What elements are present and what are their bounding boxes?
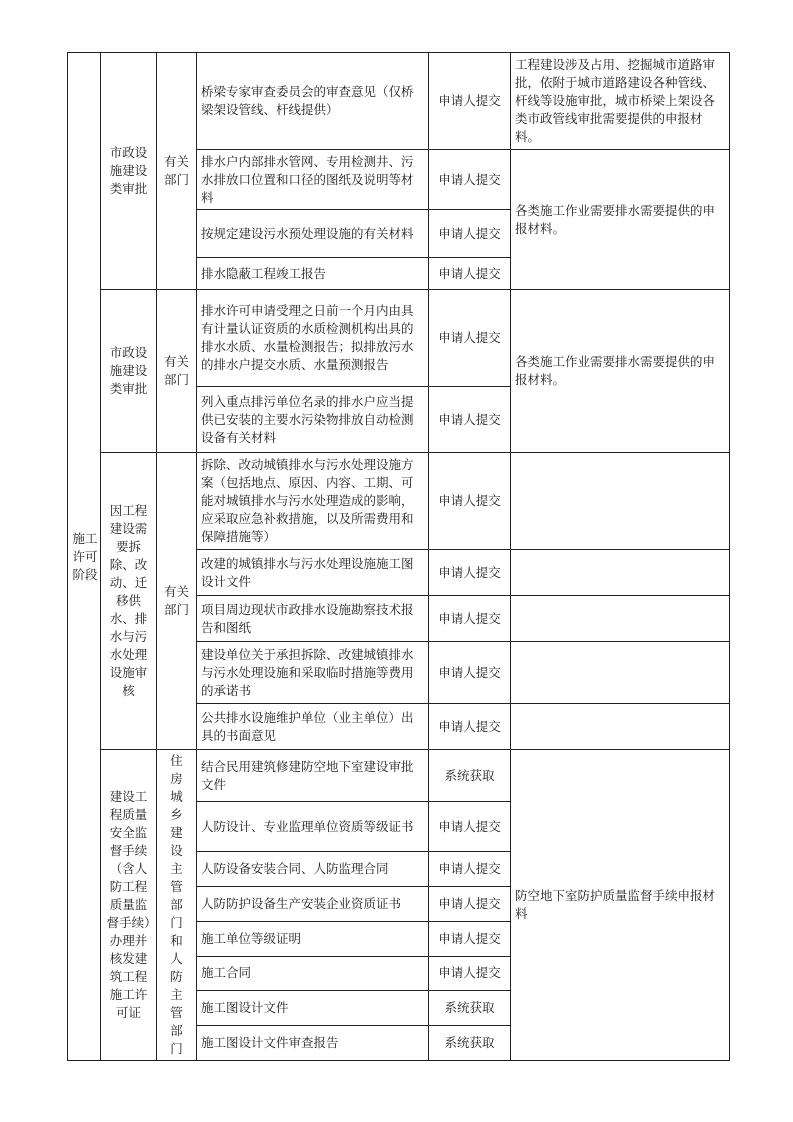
material-cell: 人防设计、专业监理单位资质等级证书 [197, 802, 429, 852]
material-cell: 公共排水设施维护单位（业主单位）出具的书面意见 [197, 704, 429, 750]
source-cell: 申请人提交 [429, 956, 511, 991]
source-cell: 申请人提交 [429, 290, 511, 387]
material-cell: 拆除、改动城镇排水与污水处理设施方案（包括地点、原因、内容、工期、可能对城镇排水与污水处理造成的影响，应采取应急补救措施，以及所需费用和保障措施等） [197, 453, 429, 550]
material-cell: 桥梁专家审查委员会的审查意见（仅桥梁架设管线、杆线提供） [197, 53, 429, 150]
source-cell: 申请人提交 [429, 642, 511, 704]
dept-cell [157, 290, 197, 453]
material-cell: 人防防护设备生产安装企业资质证书 [197, 887, 429, 922]
source-cell: 申请人提交 [429, 53, 511, 150]
note-cell [511, 550, 730, 596]
dept-cell [157, 750, 197, 1061]
source-cell: 申请人提交 [429, 258, 511, 290]
table-row [68, 750, 730, 802]
material-cell: 结合民用建筑修建防空地下室建设审批文件 [197, 750, 429, 802]
dept-cell [157, 53, 197, 290]
note-cell: 防空地下室防护质量监督手续申报材料 [511, 750, 730, 1061]
dept-label: 有关部门 [163, 154, 189, 187]
table-row [68, 453, 730, 550]
dept-label: 有关部门 [163, 354, 189, 387]
item-label: 市政设施建设类审批 [109, 345, 148, 396]
item-cell [101, 290, 157, 453]
source-cell: 系统获取 [429, 750, 511, 802]
item-label: 建设工程质量安全监督手续（含人防工程质量监督手续）办理并核发建筑工程施工许可证 [106, 789, 151, 1020]
item-cell [101, 750, 157, 1061]
material-cell: 按规定建设污水预处理设施的有关材料 [197, 210, 429, 258]
material-cell: 排水隐蔽工程竣工报告 [197, 258, 429, 290]
dept-label: 有关部门 [163, 584, 189, 617]
source-cell: 申请人提交 [429, 550, 511, 596]
material-cell: 人防设备安装合同、人防监理合同 [197, 852, 429, 887]
source-cell: 申请人提交 [429, 453, 511, 550]
dept-label: 住房城乡建设主管部门和人防主管部门 [170, 753, 183, 1056]
material-cell: 建设单位关于承担拆除、改建城镇排水与污水处理设施和采取临时措施等费用的承诺书 [197, 642, 429, 704]
table-row [68, 290, 730, 387]
source-cell: 系统获取 [429, 991, 511, 1026]
note-cell: 各类施工作业需要排水需要提供的申报材料。 [511, 150, 730, 290]
note-cell [511, 642, 730, 704]
source-cell: 申请人提交 [429, 852, 511, 887]
source-cell: 申请人提交 [429, 596, 511, 642]
source-cell: 申请人提交 [429, 802, 511, 852]
source-cell: 申请人提交 [429, 387, 511, 453]
material-cell: 排水许可申请受理之日前一个月内由具有计量认证资质的水质检测机构出具的排水水质、水量检测报告；拟排放污水的排水户提交水质、水量预测报告 [197, 290, 429, 387]
material-cell: 改建的城镇排水与污水处理设施施工图设计文件 [197, 550, 429, 596]
source-cell: 申请人提交 [429, 921, 511, 956]
note-cell: 各类施工作业需要排水需要提供的申报材料。 [511, 290, 730, 453]
material-cell: 列入重点排污单位名录的排水户应当提供已安装的主要水污染物排放自动检测设备有关材料 [197, 387, 429, 453]
item-label: 因工程建设需要拆除、改动、迁移供水、排水与污水处理设施审核 [109, 503, 148, 698]
item-cell [101, 53, 157, 290]
stage-cell [68, 53, 101, 1061]
material-cell: 排水户内部排水管网、专用检测井、污水排放口位置和口径的图纸及说明等材料 [197, 150, 429, 210]
item-label: 市政设施建设类审批 [109, 145, 148, 196]
item-cell [101, 453, 157, 750]
source-cell: 申请人提交 [429, 210, 511, 258]
material-cell: 施工图设计文件审查报告 [197, 1026, 429, 1061]
materials-table [67, 52, 730, 1061]
stage-label: 施工许可阶段 [72, 530, 98, 582]
material-cell: 项目周边现状市政排水设施勘察技术报告和图纸 [197, 596, 429, 642]
note-cell [511, 596, 730, 642]
note-cell [511, 704, 730, 750]
table-row [68, 53, 730, 150]
note-cell: 工程建设涉及占用、挖掘城市道路审批，依附于城市道路建设各种管线、杆线等设施审批，城市桥梁上架设各类市政管线审批需要提供的申报材料。 [511, 53, 730, 150]
source-cell: 系统获取 [429, 1026, 511, 1061]
material-cell: 施工合同 [197, 956, 429, 991]
material-cell: 施工单位等级证明 [197, 921, 429, 956]
source-cell: 申请人提交 [429, 887, 511, 922]
source-cell: 申请人提交 [429, 704, 511, 750]
material-cell: 施工图设计文件 [197, 991, 429, 1026]
source-cell: 申请人提交 [429, 150, 511, 210]
note-cell [511, 453, 730, 550]
dept-cell [157, 453, 197, 750]
